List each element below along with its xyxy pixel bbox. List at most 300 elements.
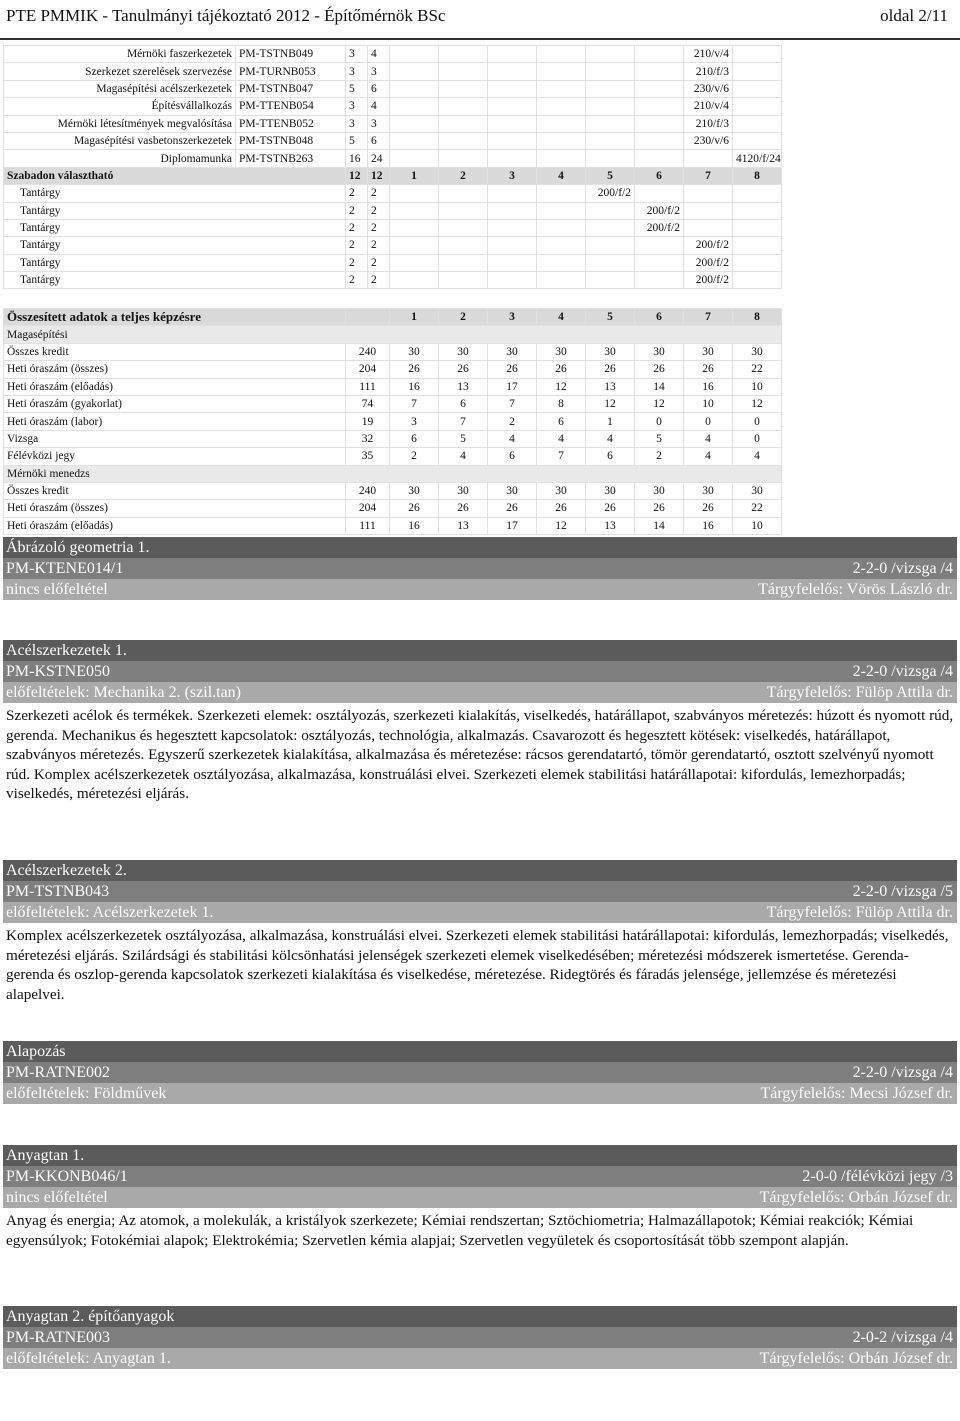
subject-owner: Tárgyfelelős: Fülöp Attila dr. — [766, 904, 953, 921]
summary-row — [4, 413, 782, 430]
summary-value: 16 — [390, 517, 439, 534]
summary-value: 30 — [390, 482, 439, 499]
summary-row — [4, 395, 782, 412]
summary-value: 26 — [439, 500, 488, 517]
semester-cell — [439, 80, 488, 97]
course-row — [4, 115, 782, 132]
subject-prerequisites: előfeltételek: Anyagtan 1. — [6, 1350, 171, 1367]
summary-value: 13 — [586, 517, 635, 534]
subject-code: PM-RATNE002 — [6, 1064, 111, 1081]
elective-name: Tantárgy — [4, 272, 346, 289]
curriculum-table — [3, 45, 782, 289]
subject-prereq-bar — [3, 1187, 957, 1208]
elective-credit-a: 2 — [346, 272, 368, 289]
semester-cell — [390, 219, 439, 236]
summary-title: Összesített adatok a teljes képzésre — [4, 309, 346, 326]
semester-cell — [635, 237, 684, 254]
subject-code-bar — [3, 881, 957, 902]
elective-credit-b: 2 — [368, 185, 390, 202]
summary-value: 16 — [684, 517, 733, 534]
summary-value: 30 — [537, 482, 586, 499]
summary-value: 30 — [635, 482, 684, 499]
elective-credit-b: 2 — [368, 202, 390, 219]
summary-row — [4, 361, 782, 378]
subject-code: PM-KSTNE050 — [6, 663, 111, 680]
semester-header: 6 — [635, 167, 684, 184]
summary-label: Összes kredit — [4, 482, 346, 499]
course-code: PM-TSTNB048 — [236, 132, 346, 149]
summary-value: 6 — [439, 395, 488, 412]
semester-cell — [733, 46, 782, 63]
semester-cell — [439, 132, 488, 149]
summary-value: 30 — [684, 482, 733, 499]
subject-code-bar — [3, 661, 957, 682]
summary-value: 4 — [488, 430, 537, 447]
elective-header-label: Szabadon választható — [4, 167, 346, 184]
summary-value: 4 — [586, 430, 635, 447]
semester-cell: 200/f/2 — [635, 202, 684, 219]
summary-value: 30 — [635, 343, 684, 360]
subject-code: PM-TSTNB043 — [6, 883, 110, 900]
course-credit-a: 5 — [346, 80, 368, 97]
elective-credit-b: 2 — [368, 272, 390, 289]
summary-label: Heti óraszám (előadás) — [4, 378, 346, 395]
semester-cell — [439, 98, 488, 115]
semester-cell — [635, 115, 684, 132]
summary-value: 30 — [537, 343, 586, 360]
summary-row — [4, 448, 782, 465]
course-code: PM-TSTNB047 — [236, 80, 346, 97]
summary-value: 10 — [733, 378, 782, 395]
course-credit-b: 6 — [368, 80, 390, 97]
subject-code-bar — [3, 558, 957, 579]
summary-total: 74 — [346, 395, 390, 412]
summary-value: 7 — [390, 395, 439, 412]
course-credit-a: 5 — [346, 132, 368, 149]
course-credit-a: 3 — [346, 46, 368, 63]
course-row — [4, 63, 782, 80]
elective-credit-a: 12 — [346, 167, 368, 184]
summary-value: 26 — [390, 500, 439, 517]
subject-code-bar — [3, 1062, 957, 1083]
elective-row — [4, 254, 782, 271]
elective-credit-b: 2 — [368, 254, 390, 271]
subject-owner: Tárgyfelelős: Fülöp Attila dr. — [766, 684, 953, 701]
semester-cell — [488, 254, 537, 271]
summary-value: 3 — [390, 413, 439, 430]
course-credit-b: 6 — [368, 132, 390, 149]
semester-cell — [733, 132, 782, 149]
subject-title: Acélszerkezetek 2. — [6, 862, 127, 879]
summary-value: 12 — [635, 395, 684, 412]
semester-cell — [733, 185, 782, 202]
summary-value: 6 — [537, 413, 586, 430]
summary-value: 26 — [488, 361, 537, 378]
summary-label: Vizsga — [4, 430, 346, 447]
elective-row — [4, 202, 782, 219]
semester-cell — [390, 63, 439, 80]
summary-value: 30 — [733, 343, 782, 360]
elective-credit-a: 2 — [346, 254, 368, 271]
semester-cell — [733, 63, 782, 80]
semester-cell — [586, 272, 635, 289]
summary-value: 6 — [488, 448, 537, 465]
summary-row — [4, 343, 782, 360]
subject-title-bar — [3, 1145, 957, 1166]
subject-title-bar — [3, 1306, 957, 1327]
summary-value: 12 — [537, 517, 586, 534]
semester-cell — [488, 46, 537, 63]
semester-cell — [684, 219, 733, 236]
summary-row — [4, 500, 782, 517]
summary-value: 26 — [684, 361, 733, 378]
summary-group-row — [4, 465, 782, 482]
semester-cell — [586, 202, 635, 219]
subject-block — [3, 537, 957, 600]
summary-total: 111 — [346, 378, 390, 395]
elective-name: Tantárgy — [4, 254, 346, 271]
semester-cell — [586, 80, 635, 97]
course-name: Magasépítési acélszerkezetek — [4, 80, 236, 97]
semester-cell — [586, 237, 635, 254]
elective-header-row — [4, 167, 782, 184]
semester-cell — [635, 150, 684, 167]
subject-code: PM-RATNE003 — [6, 1329, 111, 1346]
elective-credit-a: 2 — [346, 219, 368, 236]
subject-hours: 2-2-0 /vizsga /4 — [852, 663, 953, 680]
subject-description: Anyag és energia; Az atomok, a molekulák, a kristályok szerkezete; Kémiai rendszertan; Sztöchiometria; Halmazállapotok; Kémiai reakciók; Kémiai egyensúlyok; Fotokémiai alapok; Elektrokémia; Szervetlen kémia alapjai; Szervetlen vegyületek és csoportosítását több szempont alapján. — [6, 1212, 914, 1249]
semester-cell: 230/v/6 — [684, 80, 733, 97]
semester-cell: 4120/f/24 — [733, 150, 782, 167]
semester-cell — [684, 150, 733, 167]
summary-value: 6 — [586, 448, 635, 465]
subject-hours: 2-0-0 /félévközi jegy /3 — [802, 1168, 953, 1185]
summary-value: 2 — [390, 448, 439, 465]
summary-row — [4, 517, 782, 534]
summary-value: 7 — [537, 448, 586, 465]
course-name: Építésvállalkozás — [4, 98, 236, 115]
course-row — [4, 98, 782, 115]
semester-cell — [635, 98, 684, 115]
semester-cell — [488, 80, 537, 97]
semester-cell — [439, 254, 488, 271]
semester-cell — [390, 80, 439, 97]
semester-cell — [537, 98, 586, 115]
summary-label: Heti óraszám (előadás) — [4, 517, 346, 534]
semester-cell — [488, 115, 537, 132]
summary-value: 4 — [684, 430, 733, 447]
course-name: Diplomamunka — [4, 150, 236, 167]
semester-cell: 210/f/3 — [684, 115, 733, 132]
semester-cell — [635, 46, 684, 63]
subject-block — [3, 1041, 957, 1104]
summary-label: Összes kredit — [4, 343, 346, 360]
summary-value: 0 — [733, 430, 782, 447]
summary-value: 30 — [586, 482, 635, 499]
course-credit-b: 4 — [368, 98, 390, 115]
subject-hours: 2-2-0 /vizsga /5 — [852, 883, 953, 900]
semester-cell — [635, 272, 684, 289]
elective-credit-b: 12 — [368, 167, 390, 184]
summary-total-header — [346, 309, 390, 326]
summary-total: 19 — [346, 413, 390, 430]
course-code: PM-TTENB052 — [236, 115, 346, 132]
semester-cell: 200/f/2 — [684, 254, 733, 271]
semester-cell — [439, 219, 488, 236]
subject-prerequisites: előfeltételek: Acélszerkezetek 1. — [6, 904, 214, 921]
summary-header-row — [4, 309, 782, 326]
summary-value: 4 — [733, 448, 782, 465]
summary-value: 13 — [586, 378, 635, 395]
summary-value: 0 — [684, 413, 733, 430]
semester-cell — [586, 98, 635, 115]
subject-title-bar — [3, 860, 957, 881]
summary-value: 10 — [733, 517, 782, 534]
course-credit-a: 16 — [346, 150, 368, 167]
semester-cell — [733, 98, 782, 115]
semester-header: 3 — [488, 167, 537, 184]
summary-label: Heti óraszám (összes) — [4, 500, 346, 517]
summary-value: 30 — [586, 343, 635, 360]
summary-value: 10 — [684, 395, 733, 412]
semester-header: 6 — [635, 309, 684, 326]
semester-cell: 200/f/2 — [635, 219, 684, 236]
summary-value: 2 — [488, 413, 537, 430]
subject-title-bar — [3, 1041, 957, 1062]
semester-cell — [439, 272, 488, 289]
summary-value: 13 — [439, 517, 488, 534]
semester-header: 4 — [537, 309, 586, 326]
course-row — [4, 132, 782, 149]
summary-value: 0 — [733, 413, 782, 430]
summary-value: 26 — [635, 500, 684, 517]
subject-description: Szerkezeti acélok és termékek. Szerkezeti elemek: osztályozás, szerkezeti kialakítás, viselkedés, határállapot, szabványos méretezés: húzott és nyomott rúd, gerenda. Mechanikus és hegesztett kapcsolatok: osztályozás, technológia, alkalmazás. Csavarozott és hegesztett kötések: viselkedés, határállapot, szabványos méretezés. Egyszerű szerkezetek kialakítása, alkalmazása és méretezése: rácsos gerendatartó, tömör gerendatartó, osztott szelvényű nyomott rúd. Komplex acélszerkezetek osztályozása, alkalmazása, konstruálási elvei. Szerkezeti elemek stabilitási határállapotai: kifordulás, lemezhorpadás; viselkedés, méretezési eljárás. — [6, 707, 954, 802]
elective-credit-a: 2 — [346, 185, 368, 202]
summary-total: 240 — [346, 343, 390, 360]
semester-cell — [586, 63, 635, 80]
summary-value: 30 — [733, 482, 782, 499]
semester-cell — [733, 272, 782, 289]
summary-group-name: Magasépítési — [4, 326, 782, 343]
summary-value: 26 — [537, 500, 586, 517]
semester-cell — [537, 80, 586, 97]
summary-value: 26 — [488, 500, 537, 517]
course-credit-b: 4 — [368, 46, 390, 63]
summary-total: 111 — [346, 517, 390, 534]
semester-cell — [488, 98, 537, 115]
subject-owner: Tárgyfelelős: Orbán József dr. — [759, 1189, 953, 1206]
summary-row — [4, 482, 782, 499]
semester-cell — [390, 202, 439, 219]
semester-cell — [733, 237, 782, 254]
summary-value: 5 — [635, 430, 684, 447]
semester-cell — [733, 115, 782, 132]
subject-owner: Tárgyfelelős: Vörös László dr. — [758, 581, 953, 598]
semester-cell: 210/v/4 — [684, 98, 733, 115]
semester-cell — [488, 237, 537, 254]
summary-label: Heti óraszám (labor) — [4, 413, 346, 430]
semester-header: 8 — [733, 167, 782, 184]
semester-cell — [439, 237, 488, 254]
summary-value: 30 — [488, 482, 537, 499]
semester-cell — [537, 219, 586, 236]
semester-cell — [733, 80, 782, 97]
semester-cell — [537, 202, 586, 219]
semester-cell — [733, 254, 782, 271]
semester-cell — [733, 202, 782, 219]
semester-cell — [537, 46, 586, 63]
elective-row — [4, 272, 782, 289]
elective-row — [4, 237, 782, 254]
subject-code: PM-KTENE014/1 — [6, 560, 124, 577]
semester-header: 1 — [390, 309, 439, 326]
summary-total: 35 — [346, 448, 390, 465]
semester-cell — [537, 150, 586, 167]
subject-code: PM-KKONB046/1 — [6, 1168, 128, 1185]
subject-title: Anyagtan 1. — [6, 1147, 85, 1164]
elective-row — [4, 219, 782, 236]
semester-header: 4 — [537, 167, 586, 184]
semester-cell — [537, 272, 586, 289]
subject-owner: Tárgyfelelős: Orbán József dr. — [759, 1350, 953, 1367]
semester-cell — [488, 272, 537, 289]
summary-value: 30 — [439, 343, 488, 360]
semester-cell — [488, 63, 537, 80]
course-row — [4, 80, 782, 97]
summary-total: 204 — [346, 500, 390, 517]
semester-cell — [439, 63, 488, 80]
summary-value: 26 — [537, 361, 586, 378]
semester-header: 7 — [684, 309, 733, 326]
subject-prereq-bar — [3, 1083, 957, 1104]
summary-value: 4 — [537, 430, 586, 447]
subject-prerequisites: nincs előfeltétel — [6, 1189, 108, 1206]
summary-value: 2 — [635, 448, 684, 465]
semester-cell — [586, 219, 635, 236]
semester-cell — [390, 272, 439, 289]
subject-description: Komplex acélszerkezetek osztályozása, alkalmazása, konstruálási elvei. Szerkezeti elemek stabilitási határállapotai: kifordulás, lemezhorpadás; viselkedés, méretezési eljárás. Szilárdsági és stabilitási kölcsönhatási jelenségek szerkezeti elemek viselkedésében; méretezési módszerek ismertetése. Gerenda-gerenda és oszlop-gerenda kapcsolatok szerkezeti kialakítása és viselkedése, méretezése. Ridegtörés és fáradás jelensége, jellemzése és méretezési alapelvei. — [6, 927, 949, 1003]
subject-title: Ábrázoló geometria 1. — [6, 539, 150, 556]
page-header — [0, 0, 960, 40]
summary-row — [4, 430, 782, 447]
summary-value: 26 — [586, 361, 635, 378]
subject-title-bar — [3, 640, 957, 661]
semester-header: 1 — [390, 167, 439, 184]
summary-value: 4 — [684, 448, 733, 465]
semester-cell — [635, 254, 684, 271]
course-name: Mérnöki létesítmények megvalósítása — [4, 115, 236, 132]
semester-cell — [488, 219, 537, 236]
course-credit-a: 3 — [346, 98, 368, 115]
summary-total: 240 — [346, 482, 390, 499]
summary-total: 32 — [346, 430, 390, 447]
semester-cell — [537, 115, 586, 132]
subject-prereq-bar — [3, 682, 957, 703]
summary-value: 8 — [537, 395, 586, 412]
summary-total: 204 — [346, 361, 390, 378]
summary-label: Félévközi jegy — [4, 448, 346, 465]
semester-cell — [635, 185, 684, 202]
semester-cell — [537, 254, 586, 271]
elective-name: Tantárgy — [4, 237, 346, 254]
summary-value: 1 — [586, 413, 635, 430]
elective-row — [4, 185, 782, 202]
subject-prerequisites: előfeltételek: Földművek — [6, 1085, 167, 1102]
semester-cell — [439, 115, 488, 132]
semester-header: 7 — [684, 167, 733, 184]
elective-name: Tantárgy — [4, 185, 346, 202]
summary-value: 12 — [586, 395, 635, 412]
subject-title: Alapozás — [6, 1043, 66, 1060]
semester-cell — [537, 237, 586, 254]
semester-cell — [586, 150, 635, 167]
course-code: PM-TSTNB263 — [236, 150, 346, 167]
semester-cell — [537, 185, 586, 202]
summary-value: 30 — [439, 482, 488, 499]
subject-prereq-bar — [3, 579, 957, 600]
subject-title: Anyagtan 2. építőanyagok — [6, 1308, 175, 1325]
summary-value: 26 — [439, 361, 488, 378]
semester-header: 2 — [439, 167, 488, 184]
semester-cell: 230/v/6 — [684, 132, 733, 149]
semester-cell: 200/f/2 — [684, 272, 733, 289]
semester-cell — [390, 46, 439, 63]
semester-cell — [684, 185, 733, 202]
subject-prerequisites: nincs előfeltétel — [6, 581, 108, 598]
document-title: PTE PMMIK - Tanulmányi tájékoztató 2012 - Építőmérnök BSc — [6, 6, 446, 25]
summary-value: 14 — [635, 517, 684, 534]
summary-label: Heti óraszám (összes) — [4, 361, 346, 378]
summary-value: 30 — [390, 343, 439, 360]
course-code: PM-TURNB053 — [236, 63, 346, 80]
course-name: Mérnöki faszerkezetek — [4, 46, 236, 63]
page-number: oldal 2/11 — [880, 6, 948, 25]
semester-header: 3 — [488, 309, 537, 326]
semester-cell — [635, 132, 684, 149]
summary-value: 30 — [488, 343, 537, 360]
subject-prerequisites: előfeltételek: Mechanika 2. (szil.tan) — [6, 684, 242, 701]
summary-value: 14 — [635, 378, 684, 395]
semester-header: 5 — [586, 309, 635, 326]
summary-table — [3, 308, 782, 535]
semester-header: 5 — [586, 167, 635, 184]
subject-hours: 2-0-2 /vizsga /4 — [852, 1329, 953, 1346]
semester-cell — [488, 150, 537, 167]
course-credit-b: 3 — [368, 63, 390, 80]
summary-value: 12 — [733, 395, 782, 412]
subject-block — [3, 640, 957, 804]
summary-value: 0 — [635, 413, 684, 430]
summary-value: 6 — [390, 430, 439, 447]
course-row — [4, 46, 782, 63]
course-code: PM-TTENB054 — [236, 98, 346, 115]
summary-value: 13 — [439, 378, 488, 395]
elective-credit-b: 2 — [368, 219, 390, 236]
subject-prereq-bar — [3, 1348, 957, 1369]
subject-block — [3, 1145, 957, 1250]
elective-credit-a: 2 — [346, 237, 368, 254]
semester-cell — [390, 254, 439, 271]
semester-cell — [586, 254, 635, 271]
summary-value: 7 — [488, 395, 537, 412]
course-credit-a: 3 — [346, 63, 368, 80]
summary-value: 26 — [684, 500, 733, 517]
semester-cell — [586, 132, 635, 149]
semester-cell — [390, 115, 439, 132]
semester-cell — [390, 98, 439, 115]
course-credit-b: 24 — [368, 150, 390, 167]
summary-value: 5 — [439, 430, 488, 447]
